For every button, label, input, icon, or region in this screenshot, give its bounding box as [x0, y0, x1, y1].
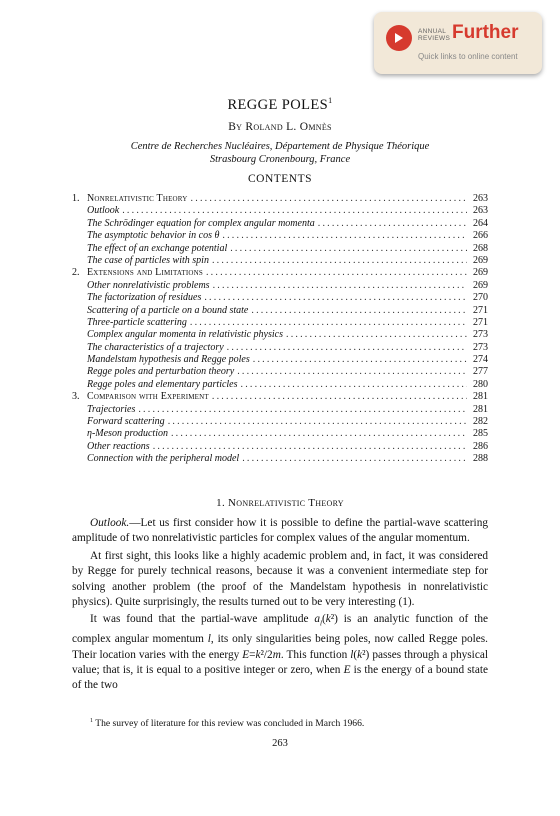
paragraph-outlook: Outlook.—Let us first consider how it is possible to define the partial-wave scattering amplitude of two nonrelativistic particles for complex values of the angular momentum. [72, 517, 488, 545]
toc-subsection-entry [72, 317, 488, 329]
toc-entry-page: 288 [473, 453, 488, 465]
paragraph-3: It was found that the partial-wave amplitude $a_l(k^2)$ is an analytic function of the complex angular momentum l, its only singularities being poles, now called Regge poles. Their location varies with the energy E=k²/2m. This function l(k²) passes through a physical value; that is, it is equal to a positive integer or zero, when E is the energy of a bound state of the two [72, 613, 488, 692]
toc-subsection-entry [72, 342, 488, 354]
toc-entry-label: Other nonrelativistic problems [87, 279, 210, 291]
toc-entry-page: 263 [473, 205, 488, 217]
toc-leader-dots [206, 267, 467, 278]
toc-entry-page: 277 [473, 366, 488, 378]
toc-entry-label: Regge poles and perturbation theory [87, 366, 235, 378]
toc-leader-dots [213, 280, 467, 291]
annual-reviews-logo-icon [386, 25, 412, 51]
toc-subsection-entry [72, 366, 488, 378]
toc-entry-number: 1. [72, 193, 80, 204]
toc-entry-page: 268 [473, 242, 488, 254]
toc-entry-label: Outlook [87, 205, 120, 217]
toc-subsection-entry [72, 218, 488, 230]
toc-entry-label: The asymptotic behavior in cos θ [87, 230, 220, 242]
toc-subsection-entry [72, 416, 488, 428]
toc-subsection-entry [72, 329, 488, 341]
outlook-run-in-label: Outlook. [90, 517, 130, 529]
toc-entry-page: 269 [473, 279, 488, 291]
toc-section-entry [72, 267, 488, 279]
toc-leader-dots [241, 379, 467, 390]
toc-subsection-entry [72, 243, 488, 255]
toc-leader-dots [122, 205, 467, 216]
footnote: $^1$ The survey of literature for this review was concluded in March 1966. [90, 718, 365, 730]
toc-leader-dots [237, 366, 467, 377]
toc-subsection-entry [72, 255, 488, 267]
toc-entry-label: The effect of an exchange potential [87, 242, 228, 254]
toc-leader-dots [171, 428, 467, 439]
annual-reviews-further-banner[interactable] [374, 12, 542, 74]
toc-leader-dots [318, 218, 467, 229]
toc-subsection-entry [72, 379, 488, 391]
toc-entry-label: Other reactions [87, 440, 150, 452]
toc-entry-label: The case of particles with spin [87, 254, 209, 266]
toc-section-entry [72, 193, 488, 205]
toc-entry-page: 271 [473, 316, 488, 328]
toc-entry-label: Complex angular momenta in relativistic physics [87, 329, 283, 341]
toc-entry-label: The characteristics of a trajectory [87, 341, 224, 353]
toc-entry-page: 270 [473, 292, 488, 304]
toc-entry-label: η-Meson production [87, 428, 168, 440]
toc-entry-page: 266 [473, 230, 488, 242]
toc-entry-page: 274 [473, 354, 488, 366]
toc-entry-page: 282 [473, 416, 488, 428]
toc-entry-label: Mandelstam hypothesis and Regge poles [87, 354, 250, 366]
toc-subsection-entry [72, 354, 488, 366]
toc-subsection-entry [72, 205, 488, 217]
toc-leader-dots [227, 342, 467, 353]
toc-entry-label: Comparison with Experiment [87, 391, 209, 403]
toc-entry-label: Connection with the peripheral model [87, 453, 240, 465]
toc-entry-page: 285 [473, 428, 488, 440]
toc-entry-label: Regge poles and elementary particles [87, 378, 238, 390]
toc-entry-page: 280 [473, 378, 488, 390]
further-label: Further [452, 22, 519, 43]
toc-leader-dots [153, 441, 467, 452]
toc-subsection-entry [72, 441, 488, 453]
toc-entry-number: 3. [72, 391, 80, 403]
toc-leader-dots [253, 354, 467, 365]
toc-leader-dots [222, 230, 467, 241]
toc-entry-number: 2. [72, 267, 80, 279]
toc-entry-label: Three-particle scattering [87, 316, 187, 328]
author-byline: By Roland L. Omnès [228, 121, 332, 133]
table-of-contents [72, 193, 488, 466]
toc-entry-page: 269 [473, 254, 488, 266]
toc-entry-page: 263 [473, 193, 488, 204]
toc-leader-dots [230, 243, 467, 254]
toc-entry-page: 281 [473, 403, 488, 415]
article-title: REGGE POLES$^1$ [227, 96, 333, 113]
toc-subsection-entry [72, 230, 488, 242]
toc-leader-dots [190, 317, 467, 328]
toc-subsection-entry [72, 404, 488, 416]
toc-subsection-entry [72, 428, 488, 440]
toc-entry-label: Scattering of a particle on a bound state [87, 304, 249, 316]
toc-section-entry [72, 391, 488, 403]
toc-entry-label: The factorization of residues [87, 292, 202, 304]
toc-subsection-entry [72, 453, 488, 465]
toc-entry-page: 269 [473, 267, 488, 279]
toc-entry-page: 286 [473, 440, 488, 452]
toc-entry-label: The Schrödinger equation for complex angular momenta [87, 217, 315, 229]
author-affiliation: Centre de Recherches Nucléaires, Département de Physique Théorique Strasbourg Cronenbourg, France [130, 141, 430, 165]
toc-entry-page: 273 [473, 329, 488, 341]
toc-subsection-entry [72, 280, 488, 292]
toc-leader-dots [191, 193, 467, 204]
toc-entry-page: 271 [473, 304, 488, 316]
toc-entry-label: Nonrelativistic Theory [87, 193, 188, 204]
toc-entry-label: Extensions and Limitations [87, 267, 203, 279]
toc-entry-label: Forward scattering [87, 416, 165, 428]
toc-leader-dots [212, 255, 467, 266]
toc-subsection-entry [72, 305, 488, 317]
contents-heading: CONTENTS [247, 173, 313, 185]
toc-leader-dots [168, 416, 467, 427]
section-heading: 1. Nonrelativistic Theory [216, 497, 344, 509]
annual-reviews-wordmark: ANNUAL REVIEWS [418, 28, 451, 42]
toc-leader-dots [204, 292, 467, 303]
toc-entry-label: Trajectories [87, 403, 136, 415]
toc-leader-dots [286, 329, 467, 340]
quick-links-label: Quick links to online content [418, 52, 518, 61]
toc-leader-dots [251, 305, 467, 316]
toc-leader-dots [212, 391, 467, 402]
paragraph-2: At first sight, this looks like a highly academic problem and, in fact, it was considered by Regge for purely technical reasons, because it was a convenient intermediate step for solving another problem (the proof of the Mandelstam hypothesis in nonrelativistic physics). Quite surprisingly, the results turned out to be very interesting (1). [72, 549, 488, 609]
toc-leader-dots [242, 453, 467, 464]
article-body [72, 516, 488, 696]
toc-subsection-entry [72, 292, 488, 304]
toc-leader-dots [138, 404, 467, 415]
toc-entry-page: 264 [473, 217, 488, 229]
page-number: 263 [272, 738, 288, 749]
toc-entry-page: 281 [473, 391, 488, 403]
toc-entry-page: 273 [473, 341, 488, 353]
